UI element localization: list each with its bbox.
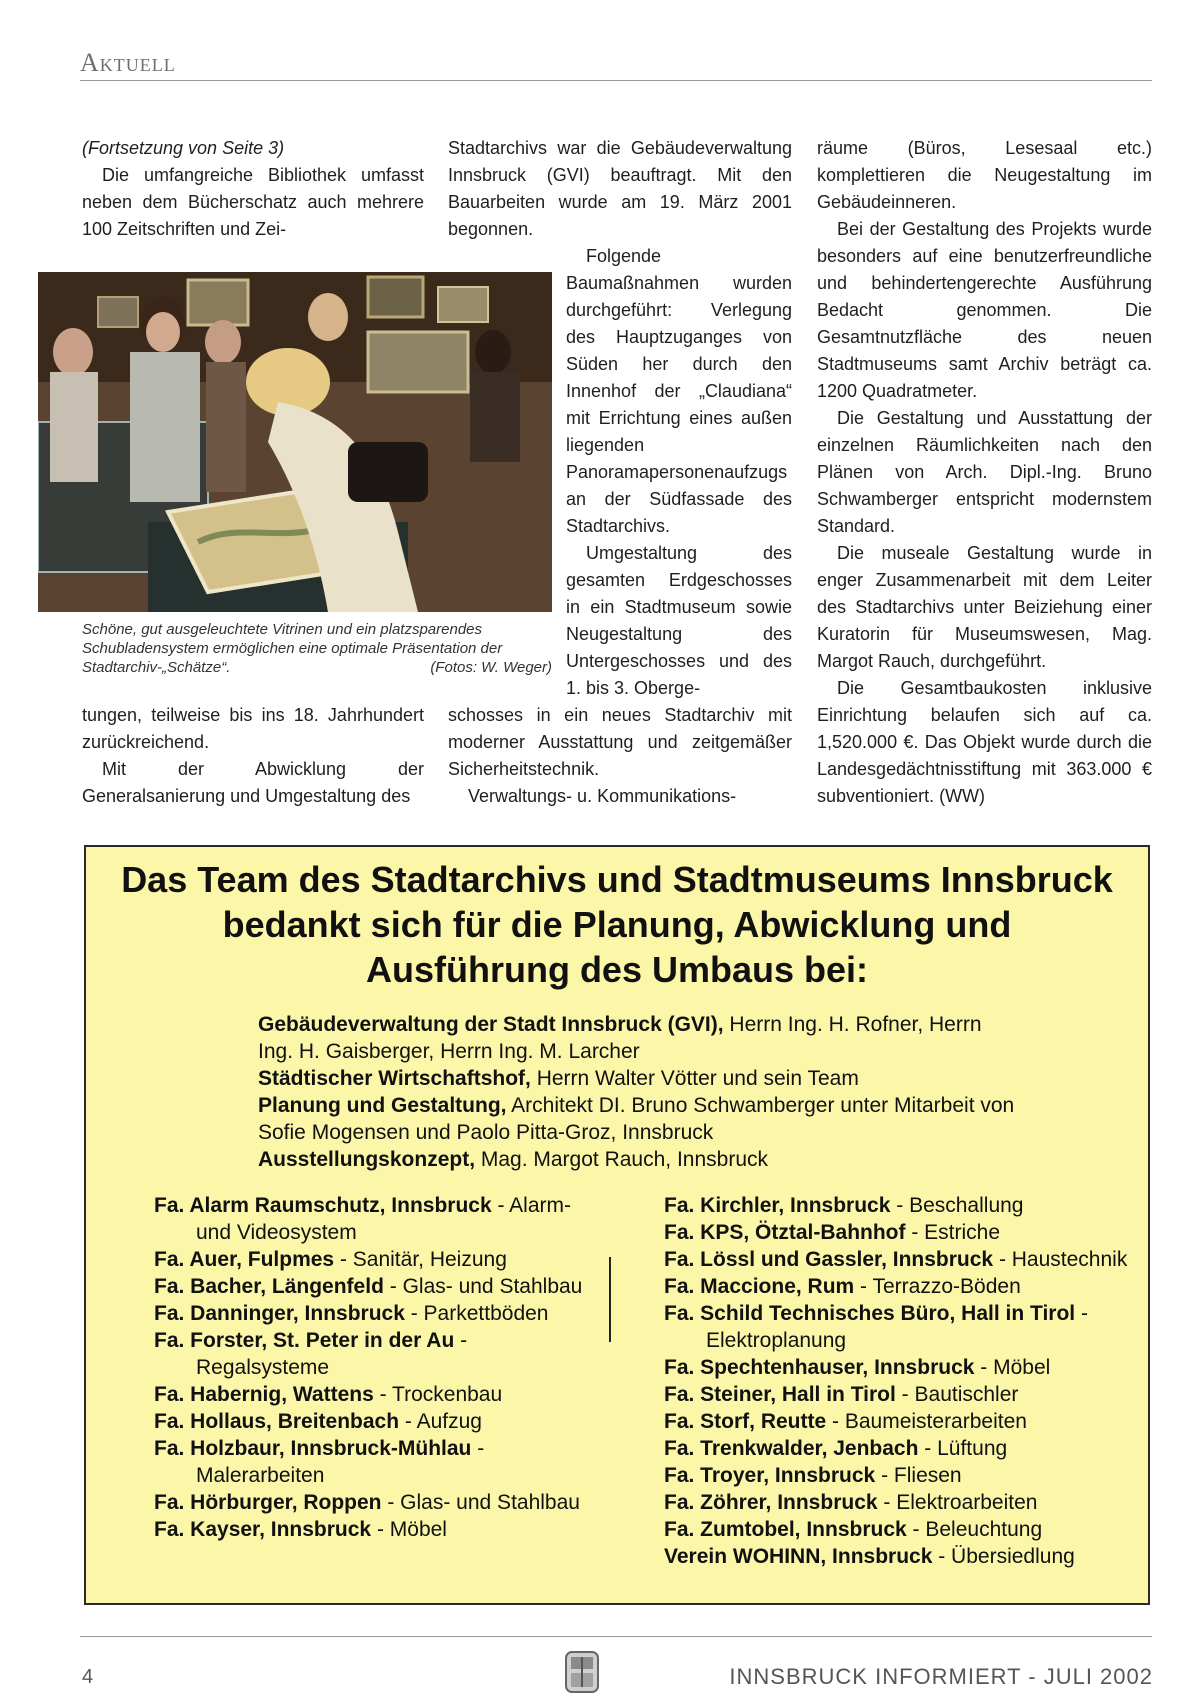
photo-caption xyxy=(82,620,552,677)
paragraph: Die Gestaltung und Ausstattung der einzelnen Räumlichkeiten nach den Plänen von Arch. Dipl.-Ing. Bruno Schwamberger entspricht modernstem Standard. xyxy=(817,408,1152,536)
firm-entry xyxy=(664,1219,1134,1246)
photo-credit: (Fotos: W. Weger) xyxy=(430,659,552,676)
credit-name: Gebäudeverwaltung der Stadt Innsbruck (GVI), xyxy=(258,1013,724,1036)
firm-service: - Beleuchtung xyxy=(906,1518,1043,1541)
firm-name: Verein WOHINN, Innsbruck xyxy=(664,1545,933,1568)
firm-service: - Haustechnik xyxy=(993,1248,1128,1271)
article-column-2 xyxy=(448,135,792,243)
firm-name: Fa. Maccione, Rum xyxy=(664,1275,855,1298)
firm-service: - Regalsysteme xyxy=(196,1329,468,1379)
credit-detail: Herrn Walter Vötter und sein Team xyxy=(530,1067,859,1090)
article-column-3 xyxy=(817,135,1152,810)
firm-service: - Bautischler xyxy=(895,1383,1019,1406)
firm-name: Fa. Habernig, Wattens xyxy=(154,1383,374,1406)
firm-service: - Lüftung xyxy=(918,1437,1008,1460)
firm-name: Fa. Zumtobel, Innsbruck xyxy=(664,1518,907,1541)
firm-service: - Baumeisterarbeiten xyxy=(826,1410,1027,1433)
firm-entry xyxy=(154,1273,594,1300)
firm-name: Fa. Zöhrer, Innsbruck xyxy=(664,1491,878,1514)
firm-entry xyxy=(664,1543,1134,1570)
firm-service: - Trockenbau xyxy=(373,1383,503,1406)
firm-list-right xyxy=(664,1192,1134,1570)
credit-detail: Architekt DI. Bruno Schwamberger unter Mitarbeit von Sofie Mogensen und Paolo Pitta-Groz, Innsbruck xyxy=(258,1094,1015,1144)
paragraph: Die umfangreiche Bibliothek umfasst neben dem Bücherschatz auch mehrere 100 Zeitschriften und Zei- xyxy=(82,165,424,239)
firm-service: - Malerarbeiten xyxy=(196,1437,485,1487)
firm-service: - Fliesen xyxy=(875,1464,962,1487)
firm-entry xyxy=(154,1381,594,1408)
section-heading: Aktuell xyxy=(80,48,176,77)
credit-name: Planung und Gestaltung, xyxy=(258,1094,507,1117)
credit-name: Städtischer Wirtschaftshof, xyxy=(258,1067,531,1090)
firm-service: - Beschallung xyxy=(890,1194,1024,1217)
firm-entry xyxy=(664,1246,1134,1273)
paragraph: räume (Büros, Lesesaal etc.) komplettieren die Neugestaltung im Gebäudeinneren. xyxy=(817,138,1152,212)
firm-entry xyxy=(154,1516,594,1543)
firm-entry xyxy=(664,1489,1134,1516)
paragraph: Verwaltungs- u. Kommunikations- xyxy=(468,786,737,806)
footer-rule xyxy=(80,1636,1152,1637)
title-line: Ausführung des Umbaus bei: xyxy=(365,949,869,990)
firm-entry xyxy=(154,1327,594,1381)
article-column-1 xyxy=(82,135,424,243)
firm-name: Fa. Kirchler, Innsbruck xyxy=(664,1194,891,1217)
firm-service: - Glas- und Stahlbau xyxy=(383,1275,583,1298)
firm-entry xyxy=(664,1462,1134,1489)
firm-name: Fa. Auer, Fulpmes xyxy=(154,1248,335,1271)
firm-name: Fa. Holzbaur, Innsbruck-Mühlau xyxy=(154,1437,472,1460)
header-rule xyxy=(80,80,1152,81)
paragraph: Mit der Abwicklung der Generalsanierung und Umgestaltung des xyxy=(82,759,424,806)
credit-name: Ausstellungskonzept, xyxy=(258,1148,476,1171)
credit-entry xyxy=(258,1065,1018,1092)
firm-service: - Möbel xyxy=(371,1518,447,1541)
firm-service: - Glas- und Stahlbau xyxy=(381,1491,580,1514)
credit-detail: Herrn Ing. H. Rofner, Herrn Ing. H. Gaisberger, Herrn Ing. M. Larcher xyxy=(258,1013,982,1063)
firm-service: - Elektroarbeiten xyxy=(877,1491,1038,1514)
firm-entry xyxy=(664,1354,1134,1381)
firm-service: - Elektroplanung xyxy=(706,1302,1088,1352)
article-column-2-wrap xyxy=(566,243,792,702)
article-column-2-bottom xyxy=(448,702,792,810)
firm-entry xyxy=(664,1300,1134,1354)
firm-name: Fa. Troyer, Innsbruck xyxy=(664,1464,876,1487)
firm-entry xyxy=(664,1381,1134,1408)
firm-service: - Estriche xyxy=(905,1221,1001,1244)
firm-name: Fa. Bacher, Längenfeld xyxy=(154,1275,384,1298)
paragraph: Die Gesamtbaukosten inklusive Einrichtung belaufen sich auf ca. 1,520.000 €. Das Objekt wurde durch die Landesgedächtnisstiftung mit 363.000 € subventioniert. (WW) xyxy=(817,678,1152,806)
paragraph: Bei der Gestaltung des Projekts wurde besonders auf eine benutzerfreundliche und behindertengerechte Ausführung Bedacht genommen. Die Gesamtnutzfläche des neuen Stadtmuseums samt Archiv beträgt ca. 1200 Quadratmeter. xyxy=(817,219,1152,401)
firm-name: Fa. Trenkwalder, Jenbach xyxy=(664,1437,919,1460)
photo-illustration xyxy=(38,272,552,612)
firm-name: Fa. KPS, Ötztal-Bahnhof xyxy=(664,1221,906,1244)
column-divider xyxy=(609,1257,611,1342)
paragraph: schosses in ein neues Stadtarchiv mit moderner Ausstattung und zeitgemäßer Sicherheitstechnik. xyxy=(448,705,792,779)
firm-name: Fa. Schild Technisches Büro, Hall in Tirol xyxy=(664,1302,1076,1325)
thank-you-box xyxy=(84,845,1150,1605)
firm-entry xyxy=(664,1192,1134,1219)
firm-entry xyxy=(664,1435,1134,1462)
firm-entry xyxy=(664,1516,1134,1543)
firm-name: Fa. Spechtenhauser, Innsbruck xyxy=(664,1356,975,1379)
firm-service: - Alarm- und Videosystem xyxy=(196,1194,571,1244)
paragraph: Umgestaltung des gesamten Erdgeschosses in ein Stadtmuseum sowie Neugestaltung des Untergeschosses und des 1. bis 3. Oberge- xyxy=(566,543,792,698)
city-crest-icon xyxy=(564,1650,600,1694)
firm-entry xyxy=(154,1408,594,1435)
firm-entry xyxy=(664,1273,1134,1300)
firm-entry xyxy=(664,1408,1134,1435)
firm-entry xyxy=(154,1435,594,1489)
firm-entry xyxy=(154,1192,594,1246)
firm-name: Fa. Kayser, Innsbruck xyxy=(154,1518,372,1541)
thank-you-intro xyxy=(258,1011,1018,1173)
firm-entry xyxy=(154,1300,594,1327)
firm-entry xyxy=(154,1246,594,1273)
firm-entry xyxy=(154,1489,594,1516)
firm-name: Fa. Alarm Raumschutz, Innsbruck xyxy=(154,1194,492,1217)
firm-name: Fa. Hollaus, Breitenbach xyxy=(154,1410,400,1433)
credit-entry xyxy=(258,1146,1018,1173)
paragraph: Folgende Baumaßnahmen wurden durchgeführt: Verlegung des Hauptzuganges von Süden her durch den Innenhof der „Claudiana“ mit Errichtung eines außen liegenden Panoramapersonenaufzugs an der Südfassade des Stadtarchivs. xyxy=(566,246,792,536)
firm-name: Fa. Storf, Reutte xyxy=(664,1410,827,1433)
firm-service: - Parkettböden xyxy=(404,1302,549,1325)
firm-list-left xyxy=(154,1192,594,1543)
firm-name: Fa. Lössl und Gassler, Innsbruck xyxy=(664,1248,994,1271)
firm-service: - Übersiedlung xyxy=(932,1545,1075,1568)
firm-name: Fa. Forster, St. Peter in der Au xyxy=(154,1329,455,1352)
thank-you-title xyxy=(86,857,1148,992)
firm-name: Fa. Hörburger, Roppen xyxy=(154,1491,382,1514)
firm-service: - Sanitär, Heizung xyxy=(334,1248,507,1271)
caption-text: Schöne, gut ausgeleuchtete Vitrinen und ein platzsparendes Schubladensystem ermöglichen eine optimale Präsentation der Stadtarchiv-„Schätze“. xyxy=(82,621,503,676)
paragraph: Stadtarchivs war die Gebäudeverwaltung Innsbruck (GVI) beauftragt. Mit den Bauarbeiten wurde am 19. März 2001 begonnen. xyxy=(448,138,792,239)
firm-service: - Aufzug xyxy=(399,1410,482,1433)
credit-entry xyxy=(258,1011,1018,1065)
credit-detail: Mag. Margot Rauch, Innsbruck xyxy=(475,1148,768,1171)
exhibition-photo xyxy=(38,272,552,612)
firm-service: - Terrazzo-Böden xyxy=(854,1275,1021,1298)
page-number: 4 xyxy=(82,1666,94,1688)
title-line: bedankt sich für die Planung, Abwicklung und xyxy=(222,904,1012,945)
article-column-1-bottom xyxy=(82,702,424,810)
firm-service: - Möbel xyxy=(974,1356,1051,1379)
firm-name: Fa. Danninger, Innsbruck xyxy=(154,1302,405,1325)
paragraph: Die museale Gestaltung wurde in enger Zusammenarbeit mit dem Leiter des Stadtarchivs unter Beiziehung einer Kuratorin für Museumswesen, Mag. Margot Rauch, durchgeführt. xyxy=(817,543,1152,671)
title-line: Das Team des Stadtarchivs und Stadtmuseums Innsbruck xyxy=(121,859,1113,900)
paragraph: tungen, teilweise bis ins 18. Jahrhundert zurückreichend. xyxy=(82,705,424,752)
firm-name: Fa. Steiner, Hall in Tirol xyxy=(664,1383,896,1406)
continuation-note: (Fortsetzung von Seite 3) xyxy=(82,138,285,158)
publication-name: INNSBRUCK INFORMIERT - JULI 2002 xyxy=(729,1664,1153,1689)
credit-entry xyxy=(258,1092,1018,1146)
